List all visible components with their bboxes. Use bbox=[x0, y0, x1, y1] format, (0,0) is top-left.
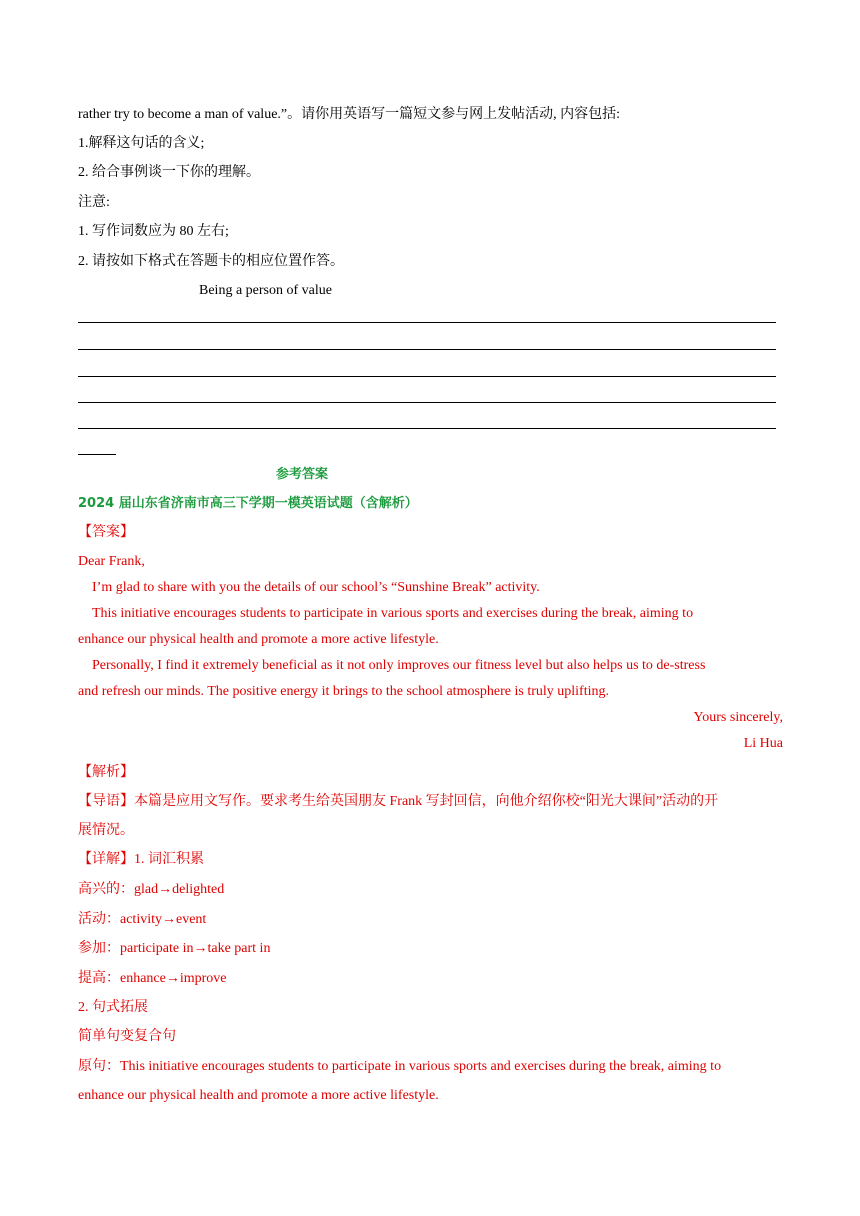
letter-paragraph-2a: This initiative encourages students to participate in various sports and exercises during the break, aiming to bbox=[92, 606, 694, 621]
answer-line bbox=[78, 322, 776, 323]
note-item-2: 2. 请按如下格式在答题卡的相应位置作答。 bbox=[78, 254, 344, 269]
prompt-line: rather try to become a man of value.”。请你用英语写一篇短文参与网上发帖活动, 内容包括: bbox=[78, 107, 621, 122]
detail-heading: 1. 词汇积累 bbox=[134, 852, 204, 867]
note-item-1: 1. 写作词数应为 80 左右; bbox=[78, 224, 229, 239]
answer-line bbox=[78, 402, 776, 403]
answer-line-end bbox=[78, 454, 116, 455]
vocab-item: 高兴的：glad→delighted bbox=[78, 882, 225, 897]
letter-salutation: Dear Frank, bbox=[78, 554, 145, 569]
letter-paragraph-1: I’m glad to share with you the details of our school’s “Sunshine Break” activity. bbox=[92, 580, 540, 595]
guide-line-1 bbox=[78, 793, 718, 811]
answer-line bbox=[78, 349, 776, 350]
letter-paragraph-3b: and refresh our minds. The positive energy it brings to the school atmosphere is truly uplifting. bbox=[78, 684, 610, 699]
original-sentence-a: 原句：This initiative encourages students to participate in various sports and exercises during the break, aiming to bbox=[78, 1059, 722, 1074]
vocab-item: 活动：activity→event bbox=[78, 912, 207, 927]
letter-paragraph-3a: Personally, I find it extremely beneficial as it not only improves our fitness level but also helps us to de-stress bbox=[92, 658, 706, 673]
vocab-item: 提高：enhance→improve bbox=[78, 971, 227, 986]
detail-line bbox=[78, 851, 204, 869]
reference-answer-heading: 参考答案 bbox=[276, 467, 329, 482]
letter-closing: Yours sincerely, bbox=[693, 710, 783, 725]
section-2-heading: 2. 句式拓展 bbox=[78, 1000, 148, 1015]
answer-label: 【答案】 bbox=[78, 525, 134, 540]
essay-title: Being a person of value bbox=[199, 283, 332, 298]
answer-line bbox=[78, 428, 776, 429]
letter-paragraph-2b: enhance our physical health and promote a more active lifestyle. bbox=[78, 632, 439, 647]
analysis-label: 【解析】 bbox=[78, 765, 134, 780]
guide-text: 本篇是应用文写作。要求考生给英国朋友 Frank 写封回信，向他介绍你校“阳光大课间”活动的开 bbox=[134, 794, 719, 809]
section-2-subheading: 简单句变复合句 bbox=[78, 1029, 176, 1044]
vocab-item: 参加：participate in→take part in bbox=[78, 941, 271, 956]
original-sentence-b: enhance our physical health and promote a more active lifestyle. bbox=[78, 1088, 439, 1103]
answer-line bbox=[78, 376, 776, 377]
guide-line-2: 展情况。 bbox=[78, 823, 134, 838]
prompt-item-2: 2. 给合事例谈一下你的理解。 bbox=[78, 165, 260, 180]
exam-title: 2024 届山东省济南市高三下学期一模英语试题（含解析） bbox=[78, 496, 418, 511]
detail-label: 【详解】 bbox=[78, 852, 134, 867]
note-label: 注意: bbox=[78, 195, 110, 210]
letter-signature: Li Hua bbox=[743, 736, 783, 751]
prompt-item-1: 1.解释这句话的含义; bbox=[78, 136, 205, 151]
guide-label: 【导语】 bbox=[78, 794, 134, 809]
